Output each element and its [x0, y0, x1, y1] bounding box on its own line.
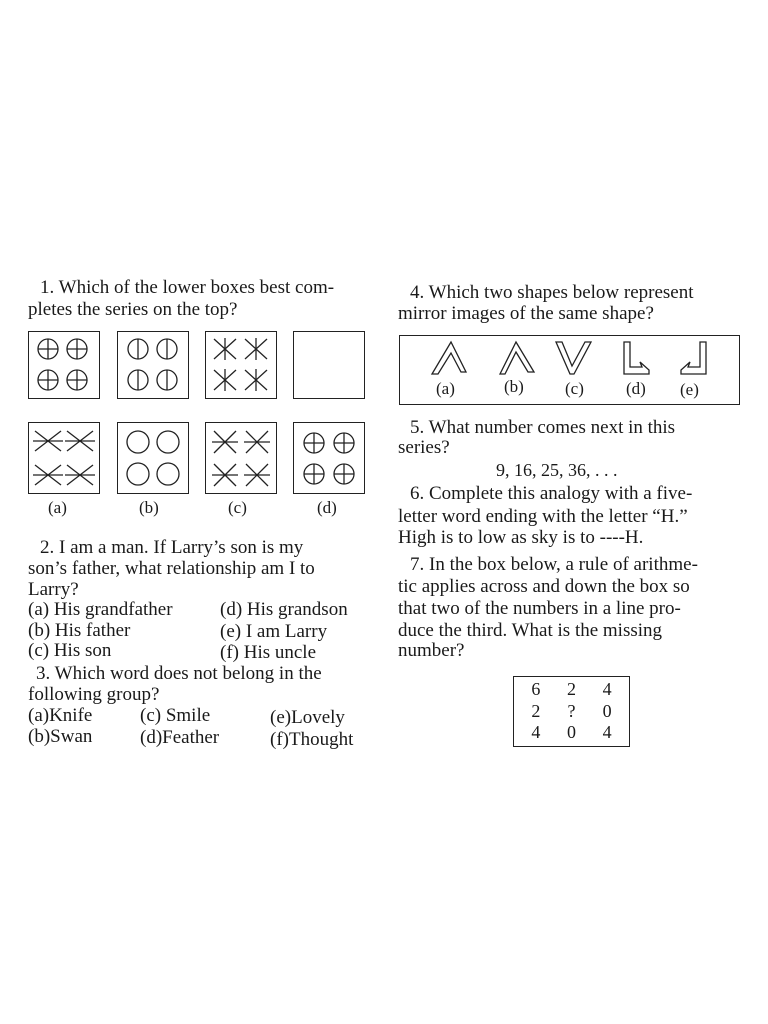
q1-option-box-d[interactable]: [293, 422, 365, 494]
q6-text-line1: 6. Complete this analogy with a five-: [410, 483, 693, 504]
q3-option-b: (b)Swan: [28, 726, 93, 747]
q1-option-box-a[interactable]: [28, 422, 100, 494]
q4-option-label-e: (e): [680, 380, 699, 399]
q1-text-line2: pletes the series on the top?: [28, 299, 238, 320]
q2-option-b: (b) His father: [28, 620, 131, 641]
grid-cell: 0: [566, 722, 576, 743]
q1-option-label-b: (b): [139, 498, 159, 517]
grid-cell-missing: ?: [567, 700, 576, 721]
q5-text-line1: 5. What number comes next in this: [410, 417, 676, 438]
q4-option-label-c: (c): [565, 379, 584, 398]
grid-cell: 4: [531, 722, 541, 743]
cross-figures: [29, 423, 101, 495]
q2-option-f: (f) His uncle: [220, 642, 317, 663]
x-figures: [206, 423, 278, 495]
q2-option-c: (c) His son: [28, 640, 112, 661]
q3-option-e: (e)Lovely: [270, 707, 345, 728]
grid-cell: 0: [602, 700, 612, 721]
q7-text-line1: 7. In the box below, a rule of arithme-: [410, 554, 698, 575]
circle-plus-figures: [29, 332, 101, 400]
q1-top-box-1: [28, 331, 100, 399]
q1-top-box-2: [117, 331, 189, 399]
q2-text-line2: son’s father, what relationship am I to: [28, 558, 315, 579]
grid-cell: 6: [531, 679, 541, 699]
q3-option-a: (a)Knife: [28, 705, 93, 726]
plain-circle-figures: [118, 423, 190, 495]
asterisk-figures: [206, 332, 278, 400]
q6-text-line3: High is to low as sky is to ----H.: [398, 527, 644, 548]
q4-text-line2: mirror images of the same shape?: [398, 303, 654, 324]
q7-text-line4: duce the third. What is the missing: [398, 620, 663, 641]
q3-option-f: (f)Thought: [270, 729, 354, 750]
q7-number-grid: [513, 676, 630, 747]
q5-number-series: 9, 16, 25, 36, . . .: [496, 460, 618, 480]
q4-option-label-d: (d): [626, 379, 646, 398]
q2-option-a: (a) His grandfather: [28, 599, 173, 620]
q7-text-line2: tic applies across and down the box so: [398, 576, 690, 597]
grid-cell: 4: [602, 722, 612, 743]
q3-option-c: (c) Smile: [140, 705, 211, 726]
grid-cell: 2: [566, 679, 576, 699]
circle-plus-figures: [294, 423, 366, 495]
q4-option-label-b: (b): [504, 377, 524, 396]
q4-text-line1: 4. Which two shapes below represent: [410, 282, 694, 303]
q1-option-label-d: (d): [317, 498, 337, 517]
q7-text-line5: number?: [398, 640, 465, 661]
q1-option-label-a: (a): [48, 498, 67, 517]
circle-vertical-line-figures: [118, 332, 190, 400]
q2-option-d: (d) His grandson: [220, 599, 348, 620]
q3-option-d: (d)Feather: [140, 727, 220, 748]
q2-text-line3: Larry?: [28, 579, 79, 600]
q1-option-box-b[interactable]: [117, 422, 189, 494]
q1-option-box-c[interactable]: [205, 422, 277, 494]
q2-option-e: (e) I am Larry: [220, 621, 328, 642]
q1-option-label-c: (c): [228, 498, 247, 517]
q3-text-line2: following group?: [28, 684, 160, 705]
q2-text-line1: 2. I am a man. If Larry’s son is my: [40, 537, 304, 558]
q3-text-line1: 3. Which word does not belong in the: [36, 663, 322, 684]
q1-text-line1: 1. Which of the lower boxes best com-: [40, 277, 335, 298]
grid-cell: 2: [531, 700, 541, 721]
q7-text-line3: that two of the numbers in a line pro-: [398, 598, 681, 619]
grid-cell: 4: [602, 679, 612, 699]
q1-top-box-3: [205, 331, 277, 399]
q6-text-line2: letter word ending with the letter “H.”: [398, 506, 688, 527]
q1-top-box-4-empty: [293, 331, 365, 399]
q5-text-line2: series?: [398, 437, 450, 458]
q4-option-label-a: (a): [436, 379, 455, 398]
